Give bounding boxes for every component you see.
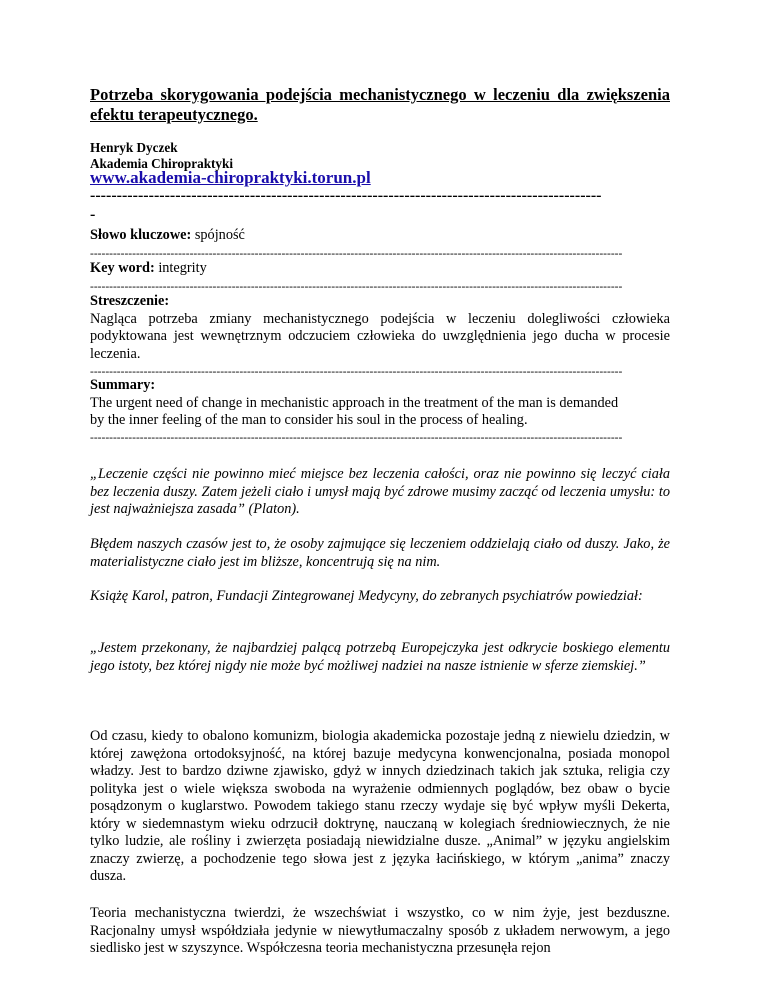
keywords-en-label: Key word: [90,260,155,276]
separator-heavy-tail: - [90,206,96,223]
abstract-en [90,377,670,430]
abstract-en-line2: by the inner feeling of the man to consider his soul in the process of healing. [90,412,528,428]
abstract-en-line1: The urgent need of change in mechanistic approach in the treatment of the man is demanded [90,394,619,411]
separator-heavy: ------------------------------------------------------------------------------------------------ [90,187,602,204]
quote-platon: „Leczenie części nie powinno mieć miejsce bez leczenia całości, oraz nie powinno się leczyć ciała bez leczenia duszy. Zatem jeżeli ciało i umysł mają być zdrowe musimy zacząć od leczenia umysłu: to jest najważniejsza zasada” (Platon). [90,466,670,517]
keywords-en [90,260,670,278]
separator-thin: ------------------------------------------------------------------------------------------------------------------------------------------- [90,366,623,378]
body-paragraph: Od czasu, kiedy to obalono komunizm, biologia akademicka pozostaje jedną z niewielu dziedzin, w której zawężona ortodoksyjność, na której bazuje medycyna konwencjonalna, posiada monopol władzy. Jest to bardzo dziwne zjawisko, gdyż w innych dziedzinach takich jak sztuka, religia czy polityka jest o wiele większa swoboda na wyrażenie odmiennych poglądów, bez obaw o bycie posądzonym o kuglarstwo. Powodem takiego stanu rzeczy wydaje się być wpływ myśli Dekerta, który w siedemnastym wieku odrzucił doktrynę, nauczaną w kolegiach średniowiecznych, że nie tylko ludzie, ale rośliny i zwierzęta posiadają niewidzialne dusze. „Animal” w języku angielskim znaczy zwierzę, a pochodzenie tego słowa jest z języka łacińskiego, w którym „anima” znaczy dusza. [90,728,670,884]
keywords-en-value: integrity [158,260,207,276]
abstract-en-heading: Summary: [90,377,156,393]
quote-error-of-times: Błędem naszych czasów jest to, że osoby zajmujące się leczeniem oddzielają ciało od duszy. Jako, że materialistyczne ciało jest im bliższe, koncentrują się na nim. [90,536,670,570]
body-paragraph: Teoria mechanistyczna twierdzi, że wszechświat i wszystko, co w nim żyje, jest bezduszne. Racjonalny umysł współdziała jedynie w niewytłumaczalny sposób z układem nerwowym, a jego siedlisko jest w szyszynce. Współczesna teoria mechanistyczna przesunęła rejon [90,905,670,956]
author-name: Henryk Dyczek [90,140,178,155]
abstract-pl-text: Nagląca potrzeba zmiany mechanistycznego podejścia w leczeniu dolegliwości człowieka podyktowana jest wewnętrznym odczuciem człowieka do uwzględnienia jego ducha w procesie leczenia. [90,310,670,362]
separator-thin: ------------------------------------------------------------------------------------------------------------------------------------------- [90,248,623,260]
separator-thin: ------------------------------------------------------------------------------------------------------------------------------------------- [90,432,623,444]
abstract-pl [90,293,670,363]
keywords-pl-value: spójność [194,227,245,243]
separator-thin: ------------------------------------------------------------------------------------------------------------------------------------------- [90,281,623,293]
keywords-pl [90,227,670,245]
website-link[interactable]: www.akademia-chiropraktyki.torun.pl [90,168,371,187]
quote-prince: „Jestem przekonany, że najbardziej palącą potrzebą Europejczyka jest odkrycie boskiego elementu jego istoty, bez której nigdy nie może być możliwej nadziei na nasze istnienie w sferze ziemskiej.” [90,640,670,674]
keywords-pl-label: Słowo kluczowe: [90,227,192,243]
quote-prince-intro: Książę Karol, patron, Fundacji Zintegrowanej Medycyny, do zebranych psychiatrów powiedział: [90,588,643,604]
abstract-pl-heading: Streszczenie: [90,293,170,309]
document-title: Potrzeba skorygowania podejścia mechanistycznego w leczeniu dla zwiększenia efektu terapeutycznego. [90,85,670,124]
author-affiliation: Akademia Chiropraktyki [90,156,234,171]
